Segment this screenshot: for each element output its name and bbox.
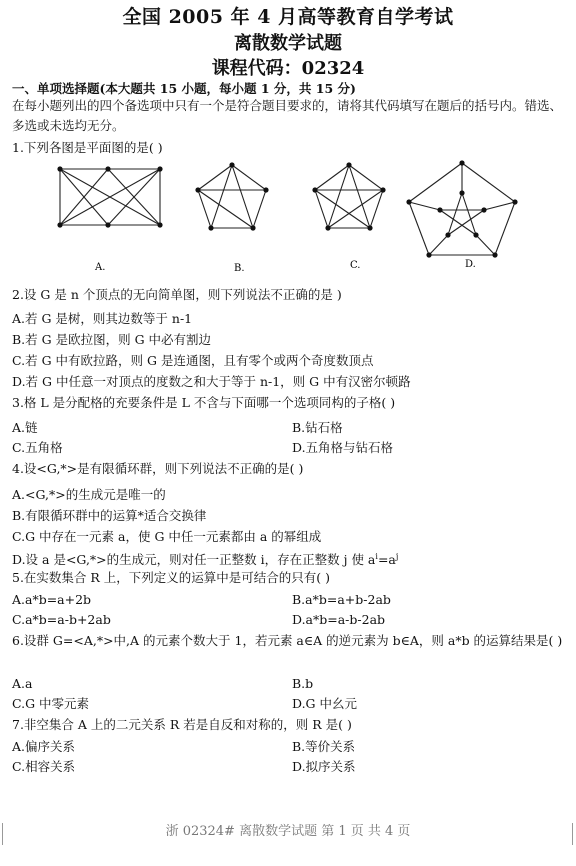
figure-b-graph [195,162,268,230]
figure-c-label: C. [350,260,361,271]
question-3-option-a: A.链 [12,420,38,435]
figure-d-label: D. [465,259,476,270]
exam-subject: 离散数学试题 [234,33,342,54]
question-2-option-b: B.若 G 是欧拉图，则 G 中必有割边 [12,332,212,347]
question-2-option-d: D.若 G 中任意一对顶点的度数之和大于等于 n-1，则 G 中有汉密尔顿路 [12,374,411,389]
page-edge-mark-right [572,823,573,845]
figure-d-graph [406,160,517,257]
question-6-option-a: A.a [12,676,33,691]
question-2-stem: 2.设 G 是 n 个顶点的无向简单图，则下列说法不正确的是 ) [12,287,342,302]
question-7-option-a: A.偏序关系 [12,739,76,754]
section-heading: 一、单项选择题(本大题共 15 小题，每小题 1 分，共 15 分) [12,81,356,96]
question-7-option-c: C.相容关系 [12,759,76,774]
question-4-option-a: A.<G,*>的生成元是唯一的 [12,487,166,502]
question-5-option-a: A.a*b=a+2b [12,592,92,607]
question-3-option-c: C.五角格 [12,440,63,455]
question-1-stem: 1.下列各图是平面图的是( ) [12,140,163,155]
question-3-option-d: D.五角格与钻石格 [292,440,394,455]
question-6-option-b: B.b [292,676,314,691]
question-3-option-b: B.钻石格 [292,420,343,435]
question-5-option-c: C.a*b=a-b+2ab [12,612,111,627]
question-4-stem: 4.设<G,*>是有限循环群，则下列说法不正确的是( ) [12,461,304,476]
question-7-stem: 7.非空集合 A 上的二元关系 R 若是自反和对称的，则 R 是( ) [12,717,352,732]
question-6-option-c: C.G 中零元素 [12,696,90,711]
figure-a-graph [57,166,162,227]
page-footer: 浙 02324# 离散数学试题 第 1 页 共 4 页 [165,824,411,839]
course-code: 课程代码：02324 [211,58,365,79]
question-2-option-c: C.若 G 中有欧拉路，则 G 是连通图，且有零个或两个奇度数顶点 [12,353,374,368]
figure-b-label: B. [234,263,245,274]
question-3-stem: 3.格 L 是分配格的充要条件是 L 不含与下面哪一个选项同构的子格( ) [12,395,396,410]
question-2-option-a: A.若 G 是树，则其边数等于 n-1 [12,311,193,326]
question-1-figures [0,155,576,280]
question-6-stem: 6.设群 G=<A,*>中,A 的元素个数大于 1，若元素 a∈A 的逆元素为 b∈A，则 a*b 的运算结果是( ) [12,633,563,648]
exam-title: 全国 2005 年 4 月高等教育自学考试 [122,6,454,28]
q4d-eq: =a [377,552,396,568]
question-4-option-b: B.有限循环群中的运算*适合交换律 [12,508,207,523]
question-4-option-c: C.G 中存在一元素 a，使 G 中任一元素都由 a 的幂组成 [12,529,322,544]
question-7-option-b: B.等价关系 [292,739,356,754]
question-6-option-d: D.G 中幺元 [292,696,358,711]
question-5-option-b: B.a*b=a+b-2ab [292,592,391,607]
question-5-stem: 5.在实数集合 R 上，下列定义的运算中是可结合的只有( ) [12,570,331,585]
question-7-option-d: D.拟序关系 [292,759,356,774]
figure-a-label: A. [95,262,106,273]
q4d-sup-i: i [375,552,378,561]
question-4-option-d [12,547,398,570]
section-instructions: 在每小题列出的四个备选项中只有一个是符合题目要求的，请将其代码填写在题后的括号内。错选、多选或未选均无分。 [12,98,563,133]
q4d-text: D.设 a 是<G,*>的生成元，则对任一正整数 i，存在正整数 j 使 a [12,552,376,568]
q4d-sup-j: j [395,552,399,561]
question-5-option-d: D.a*b=a-b-2ab [292,612,386,627]
figure-c-graph [312,162,385,230]
